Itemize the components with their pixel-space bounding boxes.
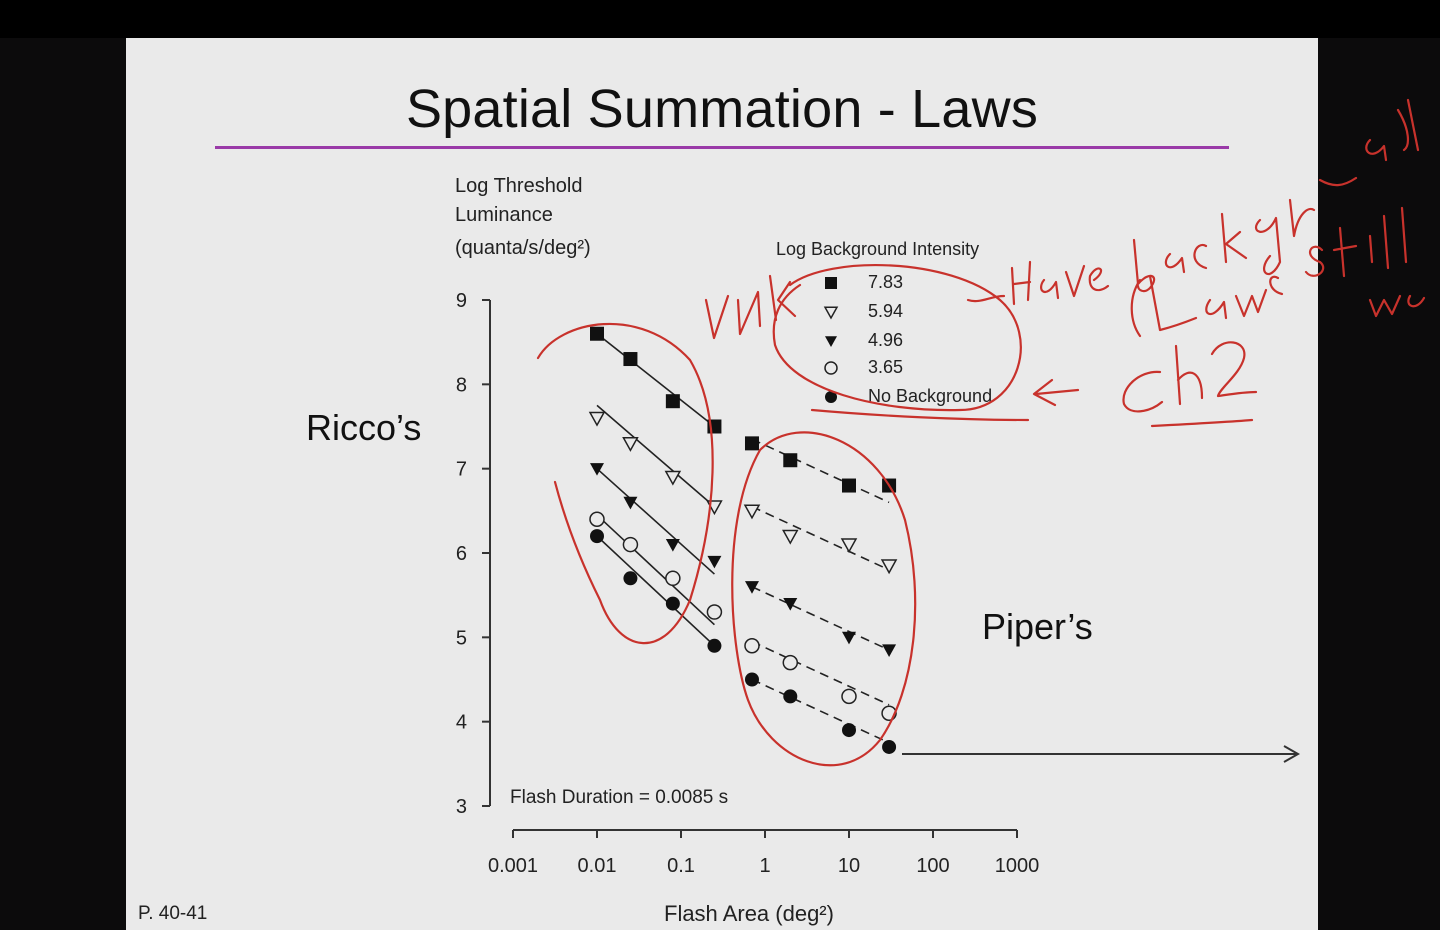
legend-circle <box>774 265 1021 410</box>
piper-label: Piper’s <box>982 606 1093 647</box>
slide-title: Spatial Summation - Laws <box>405 79 1039 139</box>
x-axis-label: Flash Area (deg²) <box>664 901 834 926</box>
x-tick-label-0.1: 0.1 <box>667 855 695 877</box>
page-reference: P. 40-41 <box>138 903 208 924</box>
y-tick-label-9: 9 <box>455 290 467 312</box>
legend-title: Log Background Intensity <box>776 239 980 259</box>
piper-circle <box>732 432 915 765</box>
x-tick-label-10: 10 <box>837 855 861 877</box>
y-tick-label-7: 7 <box>455 458 467 481</box>
ricco-label: Ricco’s <box>306 407 422 448</box>
x-tick-label-0.01: 0.01 <box>577 855 617 877</box>
x-tick-label-1000: 1000 <box>994 855 1040 877</box>
legend-entry-4-96: 4.96 <box>868 330 904 350</box>
legend-entry-no-background: No Background <box>868 386 993 406</box>
legend-entry-7-83: 7.83 <box>868 272 904 292</box>
handwriting-have-background <box>968 100 1418 304</box>
y-axis-label-line-3: (quanta/s/deg²) <box>455 237 591 259</box>
ricco-circle <box>538 324 713 643</box>
x-tick-label-0.001: 0.001 <box>487 855 539 877</box>
x-tick-label-100: 100 <box>916 855 950 877</box>
annotation-arrow <box>1034 380 1078 405</box>
x-tick-label-1: 1 <box>759 855 771 877</box>
legend-underline <box>812 410 1028 420</box>
y-tick-label-6: 6 <box>455 543 467 565</box>
flash-duration-note: Flash Duration = 0.0085 s <box>510 787 729 808</box>
y-tick-label-5: 5 <box>455 627 467 650</box>
y-axis-label-line-1: Log Threshold <box>455 175 583 197</box>
handwriting-unk <box>706 276 795 338</box>
y-tick-label-3: 3 <box>455 796 467 818</box>
y-axis-label-line-2: Luminance <box>455 204 553 226</box>
legend-entry-3-65: 3.65 <box>868 357 904 377</box>
y-tick-label-8: 8 <box>455 374 467 397</box>
y-tick-label-4: 4 <box>455 711 467 734</box>
handwriting-ch-2 <box>1123 342 1256 426</box>
legend-entry-5-94: 5.94 <box>868 301 904 321</box>
